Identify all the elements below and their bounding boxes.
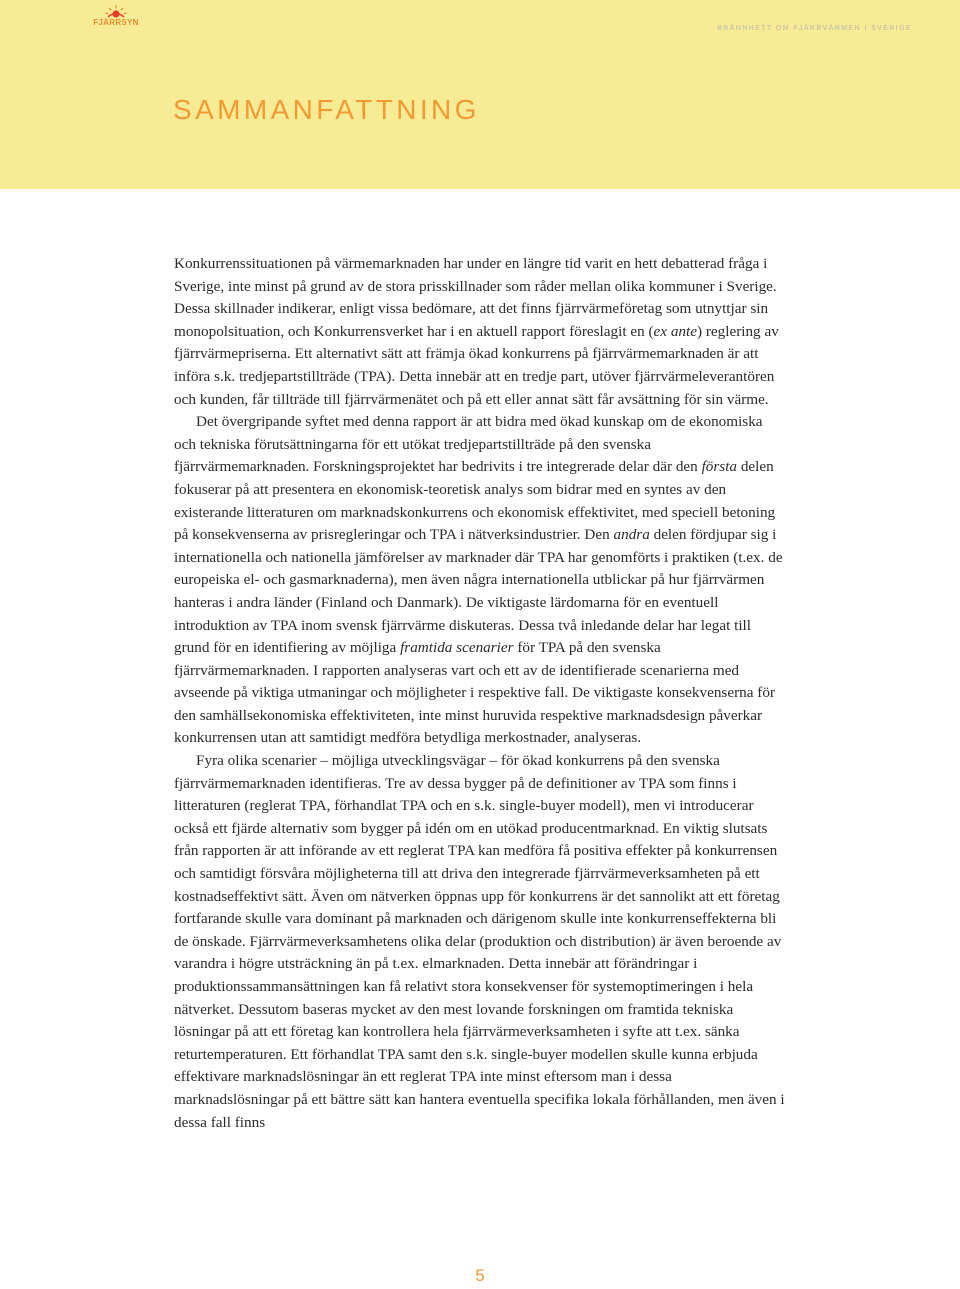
page-number: 5	[475, 1266, 485, 1285]
emphasis-run: ex ante	[653, 322, 697, 340]
text-run: delen fokuserar på att presentera en ekonomisk-teoretisk analys som bidrar med en syntes av den existerande litteraturen om marknadskonkurrens och ekonomisk effektivitet, med speciell betoning på konsekvenserna av prisregleringar och TPA i nätverksindustrier. Den	[174, 458, 776, 544]
header-banner	[0, 0, 960, 189]
running-head: BRÄNNHETT OM FJÄRRVÄRMEN I SVERIGE	[717, 25, 912, 32]
body-text	[174, 253, 788, 1134]
emphasis-run: framtida scenarier	[400, 639, 514, 657]
text-run: Fyra olika scenarier – möjliga utvecklingsvägar – för ökad konkurrens på den svenska fjärrvärmemarknaden identifieras. Tre av dessa bygger på de definitioner av TPA som finns i litteraturen (reglerat TPA, förhandlat TPA och en s.k. single-buyer modell), men vi introducerar också ett fjärde alternativ som bygger på idén om en utökad producentmarknad. En viktig slutsats från rapporten är att införande av ett reglerat TPA kan medföra få positiva effekter på konkurrensen och samtidigt försvåra möjligheterna till att driva den integrerade fjärrvärmeverksamheten på ett kostnadseffektivt sätt. Även om nätverken öppnas upp för konkurrens är det sannolikt att ett företag fortfarande skulle vara dominant på marknaden och därigenom skulle inte konkurrenseffekterna bli de önskade. Fjärrvärmeverksamhetens olika delar (produktion och distribution) är även beroende av varandra i högre utsträckning än på t.ex. elmarknaden. Detta innebär att förändringar i produktionssammansättningen kan få relativt stora konsekvenser för systemoptimeringen i hela nätverket. Dessutom baseras mycket av den mest lovande forskningen om framtida tekniska lösningar på att ett företag kan kontrollera hela fjärrvärmeverksamheten i syfte att t.ex. sänka returtemperaturen. Ett förhandlat TPA samt den s.k. single-buyer modellen skulle kunna erbjuda effektivare marknadslösningar än ett reglerat TPA inte minst eftersom man i dessa marknadslösningar på ett bättre sätt kan hantera eventuella specifika lokala förhållanden, men även i dessa fall finns	[174, 752, 785, 1131]
logo-wordmark: FJÄRRSYN	[93, 18, 139, 27]
sun-logo-icon	[88, 4, 144, 19]
text-run: för TPA på den svenska fjärrvärmemarknaden. I rapporten analyseras vart och ett av de identifierade scenarierna med avseende på viktiga utmaningar och möjligheter i respektive fall. De viktigaste konsekvenserna för den samhällsekonomiska effektiviteten, inte minst huruvida respektive marknadsdesign påverkar konkurrensen utan att samtidigt medföra betydliga merkostnader, analyseras.	[174, 639, 775, 747]
text-run: Konkurrenssituationen på värmemarknaden har under en längre tid varit en hett debatterad fråga i Sverige, inte minst på grund av de stora prisskillnader som råder mellan olika kommuner i Sverige. Dessa skillnader indikerar, enligt vissa bedömare, att det finns fjärrvärmeföretag som utnyttjar sin monopolsituation, och Konkurrensverket har i en aktuell rapport föreslagit en (	[174, 255, 777, 340]
paragraph-scenarios	[174, 750, 788, 1134]
paragraph-intro	[174, 253, 788, 411]
text-run: Det övergripande syftet med denna rapport är att bidra med ökad kunskap om de ekonomiska och tekniska förutsättningarna för ett utökat tredjepartstillträde på den svenska fjärrvärmemarknaden. Forskningsprojektet har bedrivits i tre integrerade delar där den	[174, 413, 763, 476]
page-title: SAMMANFATTNING	[173, 94, 480, 125]
text-run: delen fördjupar sig i internationella och nationella jämförelser av marknader där TPA har genomförts i praktiken (t.ex. de europeiska el- och gasmarknaderna), men även några internationella utblickar på hur fjärrvärmen hanteras i andra länder (Finland och Danmark). De viktigaste lärdomarna för en eventuell introduktion av TPA inom svensk fjärrvärme diskuteras. Dessa två inledande delar har legat till grund för en identifiering av möjliga	[174, 526, 783, 657]
paragraph-purpose	[174, 411, 788, 750]
fjarrsyn-logo	[88, 4, 144, 30]
emphasis-run: första	[701, 458, 738, 476]
text-run: ) reglering av fjärrvärmepriserna. Ett alternativt sätt att främja ökad konkurrens på fjärrvärmemarknaden är att införa s.k. tredjepartstillträde (TPA). Detta innebär att en tredje part, utöver fjärrvärmeleverantören och kunden, får tillträde till fjärrvärmenätet och på ett eller annat sätt får avsättning för sin värme.	[174, 322, 779, 408]
emphasis-run: andra	[613, 526, 650, 544]
